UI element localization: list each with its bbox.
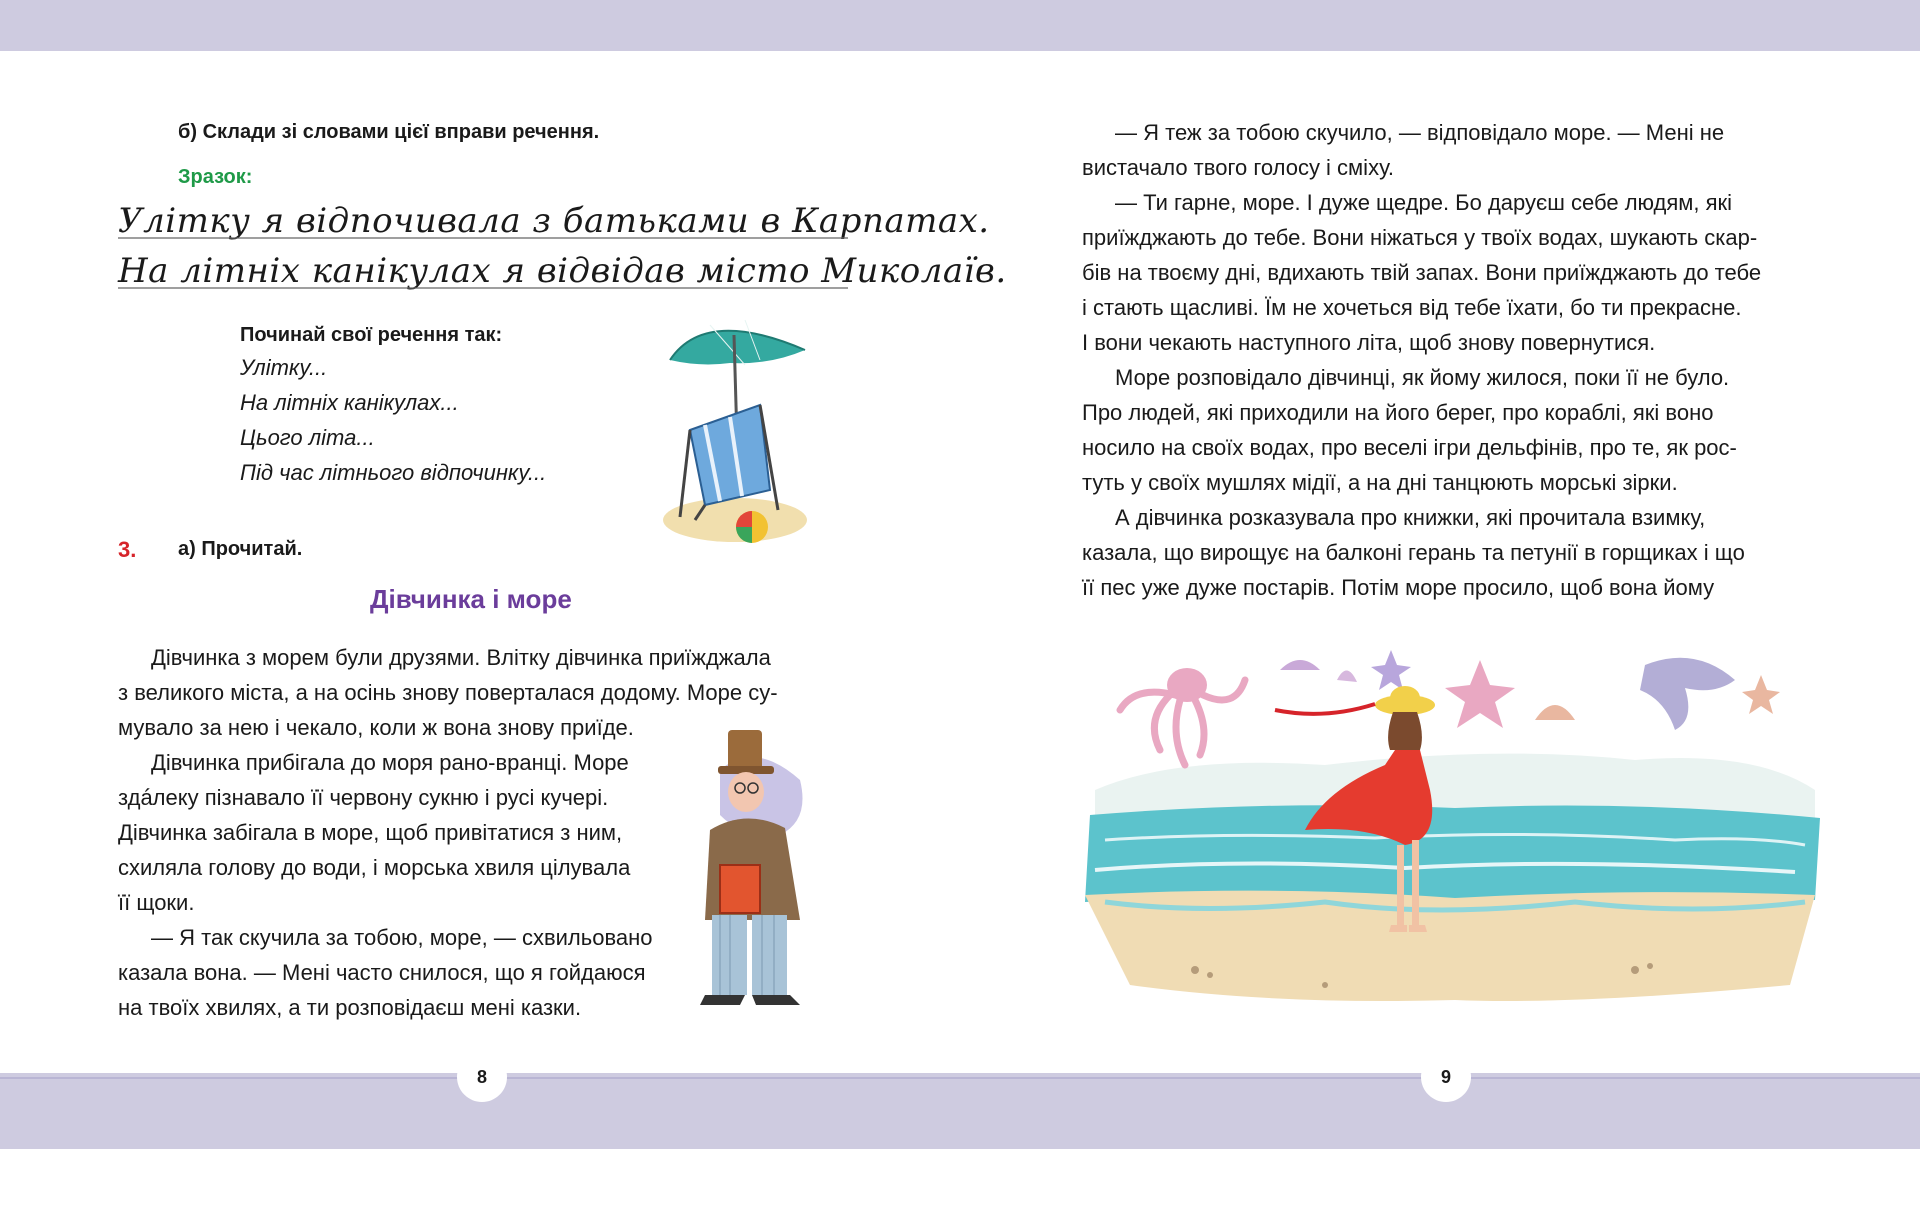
story-line: приїжджають до тебе. Вони ніжаться у твоїх водах, шукають скар- xyxy=(1082,225,1758,250)
story-line: — Я теж за тобою скучило, — відповідало море. — Мені не xyxy=(1115,120,1725,145)
story-line: її щоки. xyxy=(118,890,195,915)
story-title: Дівчинка і море xyxy=(370,584,572,614)
page-number-left: 8 xyxy=(457,1052,507,1102)
story-line: Дівчинка прибігала до моря рано-вранці. Море xyxy=(151,750,629,775)
story-line: І вони чекають наступного літа, щоб знову повернутися. xyxy=(1082,330,1656,355)
story-line: на твоїх хвилях, а ти розповідаєш мені казки. xyxy=(118,995,582,1020)
story-line: схиляла голову до води, і морська хвиля цілувала xyxy=(118,855,631,880)
exercise-3-instruction: а) Прочитай. xyxy=(178,538,303,560)
story-line: Про людей, які приходили на його берег, про кораблі, які воно xyxy=(1082,400,1714,425)
story-line: здáлеку пізнавало її червону сукню і русі кучері. xyxy=(118,785,609,810)
story-line: носило на своїх водах, про веселі ігри дельфінів, про те, як рос- xyxy=(1082,435,1737,460)
story-line: А дівчинка розказувала про книжки, які прочитала взимку, xyxy=(1115,505,1706,530)
bottom-band xyxy=(0,1073,1920,1149)
exercise-b-instruction: б) Склади зі словами цієї вправи речення. xyxy=(178,121,600,143)
story-line: бів на твоєму дні, вдихають твій запах. Вони приїжджають до тебе xyxy=(1082,260,1762,285)
handwritten-line: Улітку я відпочивала з батьками в Карпатах. xyxy=(118,201,990,241)
top-band xyxy=(0,0,1920,51)
story-line: — Я так скучила за тобою, море, — схвильовано xyxy=(151,925,653,950)
starter-item: Під час літнього відпочинку... xyxy=(240,460,547,485)
handwritten-line: На літніх канікулах я відвідав місто Миколаїв. xyxy=(118,251,1007,291)
girl-and-sea-illustration xyxy=(1075,640,1825,1020)
story-line: з великого міста, а на осінь знову поверталася додому. Море су- xyxy=(118,680,778,705)
exercise-3-number: 3. xyxy=(118,537,137,562)
story-line: і стають щасливі. Їм не хочеться від тебе їхати, бо ти прекрасне. xyxy=(1082,295,1742,320)
gentleman-reading-illustration xyxy=(690,720,825,1015)
story-line: казала, що вирощує на балконі герань та петунії в горщиках і що xyxy=(1082,540,1745,565)
starter-item: На літніх канікулах... xyxy=(240,390,459,415)
story-line: — Ти гарне, море. І дуже щедре. Бо даруєш себе людям, які xyxy=(1115,190,1733,215)
starter-item: Улітку... xyxy=(240,355,328,380)
story-line: казала вона. — Мені часто снилося, що я гойдаюся xyxy=(118,960,646,985)
story-line: Дівчинка забігала в море, щоб привітатися з ним, xyxy=(118,820,623,845)
starter-item: Цього літа... xyxy=(240,425,375,450)
page-number-right: 9 xyxy=(1421,1052,1471,1102)
story-line: її пес уже дуже постарів. Потім море просило, щоб вона йому xyxy=(1082,575,1715,600)
handwriting-rules xyxy=(118,236,848,296)
story-line: Море розповідало дівчинці, як йому жилося, поки її не було. xyxy=(1115,365,1730,390)
story-line: Дівчинка з морем були друзями. Влітку дівчинка приїжджала xyxy=(151,645,771,670)
start-instruction: Починай свої речення так: xyxy=(240,324,503,346)
sample-label: Зразок: xyxy=(178,166,253,188)
story-line: вистачало твого голосу і сміху. xyxy=(1082,155,1394,180)
umbrella-chair-illustration xyxy=(650,305,820,550)
story-line: туть у своїх мушлях мідії, а на дні танцюють морські зірки. xyxy=(1082,470,1678,495)
story-line: мувало за нею і чекало, коли ж вона знову приїде. xyxy=(118,715,634,740)
